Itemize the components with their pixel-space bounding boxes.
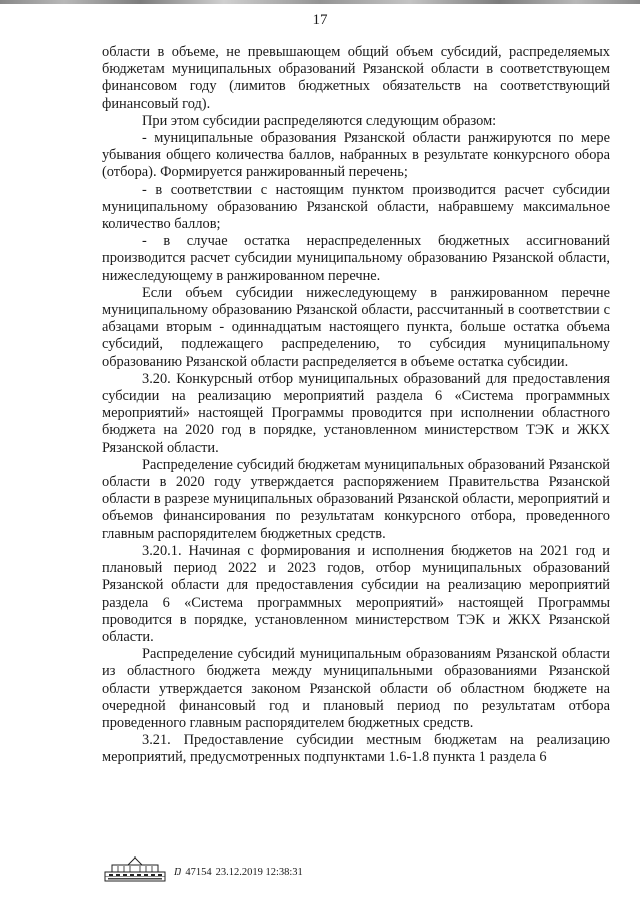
stamp-doc-number: 47154 <box>185 867 212 878</box>
paragraph: Распределение субсидий муниципальным образованиям Рязанской области из областного бюджета между муниципальными образованиями Рязанской области утверждается законом Рязанской области об областном бюджете на очередной финансовый год и плановый период по результатам отбора проведенного главным распорядителем бюджетных средств. <box>102 646 610 731</box>
paragraph: 3.20. Конкурсный отбор муниципальных образований для предоставления субсидии на реализацию мероприятий раздела 6 «Система программных мероприятий» настоящей Программы проводится при исполнении областного бюджета на 2020 год в порядке, установленном министерством ТЭК и ЖКХ Рязанской области. <box>102 370 610 456</box>
stamp-timestamp: 23.12.2019 12:38:31 <box>215 867 303 878</box>
building-logo-icon <box>104 856 166 882</box>
document-body <box>102 44 610 767</box>
paragraph: - муниципальные образования Рязанской области ранжируются по мере убывания общего количества баллов, набранных в результате конкурсного обора (отбора). Формируется ранжированный перечень; <box>102 130 610 181</box>
paragraph: - в случае остатка нераспределенных бюджетных ассигнований производится расчет субсидии муниципальному образованию Рязанской области, нижеследующему в ранжированном перечне. <box>102 233 610 284</box>
scan-top-edge <box>0 0 640 4</box>
paragraph: - в соответствии с настоящим пунктом производится расчет субсидии муниципальному образованию Рязанской области, набравшему максимальное количество баллов; <box>102 181 610 233</box>
paragraph: 3.20.1. Начиная с формирования и исполнения бюджетов на 2021 год и плановый период 2022 и 2023 годов, отбор муниципальных образований Рязанской области для предоставления субсидии на реализацию мероприятий раздела 6 «Система программных мероприятий» настоящей Программы проводится в порядке, установленном министерством ТЭК и ЖКХ Рязанской области. <box>102 542 610 645</box>
paragraph: Распределение субсидий бюджетам муниципальных образований Рязанской области в 2020 году утверждается распоряжением Правительства Рязанской области в разрезе муниципальных образований Рязанской области, мероприятий и объемов финансирования по результатам конкурсного отбора, проведенного главным распорядителем бюджетных средств. <box>102 456 610 542</box>
page-number: 17 <box>312 12 328 28</box>
registration-stamp <box>104 856 303 882</box>
paragraph: области в объеме, не превышающем общий объем субсидий, распределяемых бюджетам муниципальных образований Рязанской области в соответствующем финансовом году (лимитов бюджетных обязательств на соответствующий финансовый год). <box>102 44 610 112</box>
stamp-text <box>174 867 303 882</box>
paragraph: 3.21. Предоставление субсидии местным бюджетам на реализацию мероприятий, предусмотренных подпунктами 1.6-1.8 пункта 1 раздела 6 <box>102 732 610 766</box>
paragraph: При этом субсидии распределяются следующим образом: <box>142 112 497 129</box>
stamp-mark: Ŋ <box>174 867 182 878</box>
paragraph: Если объем субсидии нижеследующему в ранжированном перечне муниципальному образованию Рязанской области, рассчитанный в соответствии с абзацами вторым - одиннадцатым настоящего пункта, больше остатка объема субсидий, подлежащего распределению, то субсидия муниципальному образованию Рязанской области распределяется в объеме остатка субсидии. <box>102 284 610 370</box>
